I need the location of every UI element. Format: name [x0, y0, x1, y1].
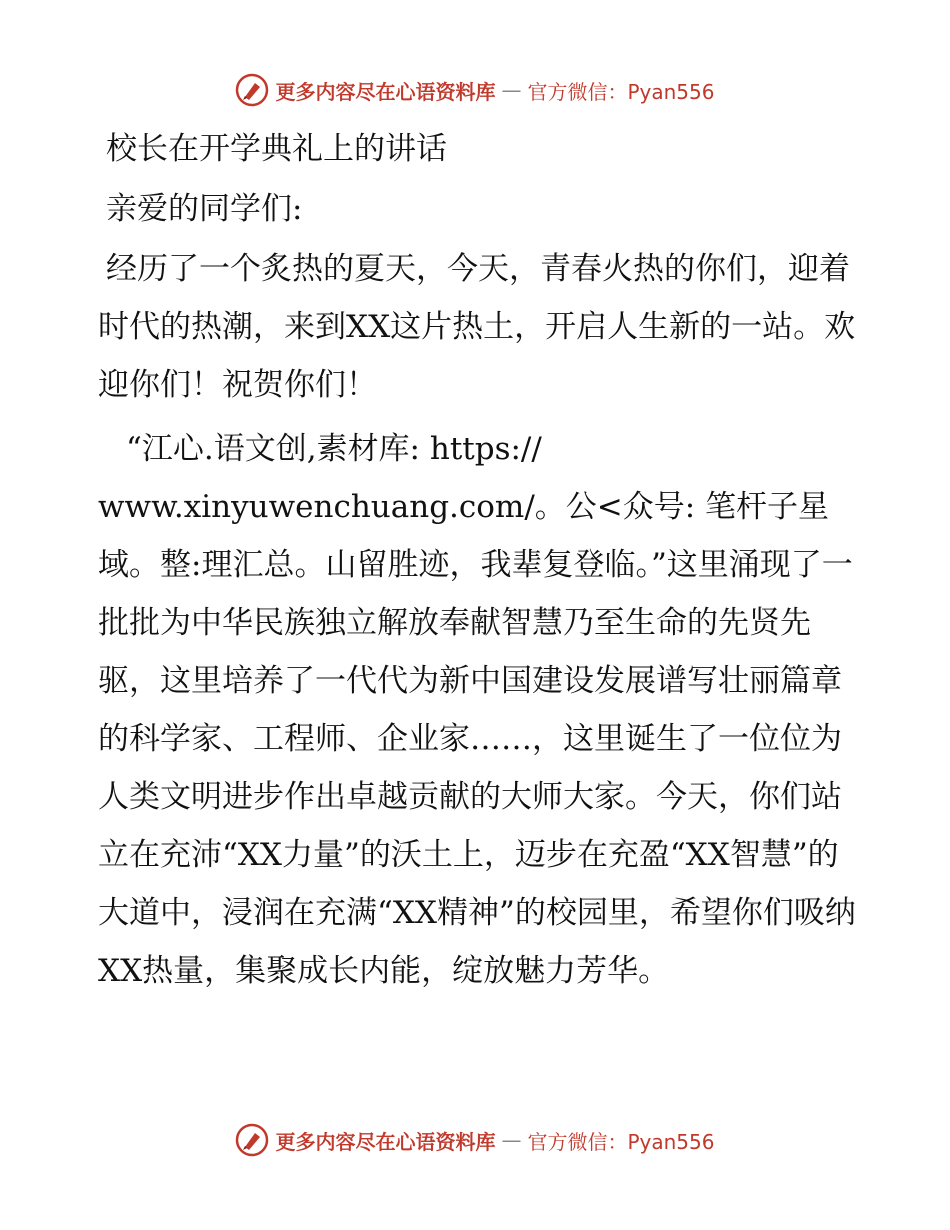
header-banner-inner — [235, 73, 714, 107]
header-banner-text: 更多内容尽在心语资料库 — [275, 79, 496, 104]
paragraph-2: “江心.语文创,素材库: https:// www.xinyuwenchuang.com/。公<众号: 笔杆子星域。整:理汇总。山留胜迹，我辈复登临。”这里涌现了一批批为中华民族独立解放奉献智慧乃至生命的先贤先驱，这里培养了一代代为新中国建设发展谱写壮丽篇章的科学家、工程师、企业家……，这里诞生了一位位为人类文明进步作出卓越贡献的大师大家。今天，你们站立在充沛“XX力量”的沃土上，迈步在充盈“XX智慧”的大道中，浸润在充满“XX精神”的校园里，希望你们吸纳XX热量，集聚成长内能，绽放魅力芳华。 — [98, 431, 856, 989]
document-body — [98, 120, 868, 1002]
footer-banner-wechat: 官方微信：Pyan556 — [527, 1129, 715, 1154]
footer-banner-inner — [235, 1123, 714, 1157]
footer-banner — [0, 1120, 950, 1160]
document-greeting: 亲爱的同学们: — [106, 191, 303, 227]
pen-nib-logo-icon — [235, 1123, 269, 1157]
document-title: 校长在开学典礼上的讲话 — [106, 131, 447, 167]
header-banner-wechat: 官方微信：Pyan556 — [527, 79, 715, 104]
footer-banner-separator: — — [501, 1128, 522, 1152]
pen-nib-logo-icon — [235, 73, 269, 107]
header-banner — [0, 70, 950, 110]
footer-banner-text: 更多内容尽在心语资料库 — [275, 1129, 496, 1154]
header-banner-separator: — — [501, 78, 522, 102]
paragraph-1: 经历了一个炙热的夏天，今天，青春火热的你们，迎着时代的热潮，来到XX这片热土，开启人生新的一站。欢迎你们！祝贺你们！ — [98, 251, 856, 403]
